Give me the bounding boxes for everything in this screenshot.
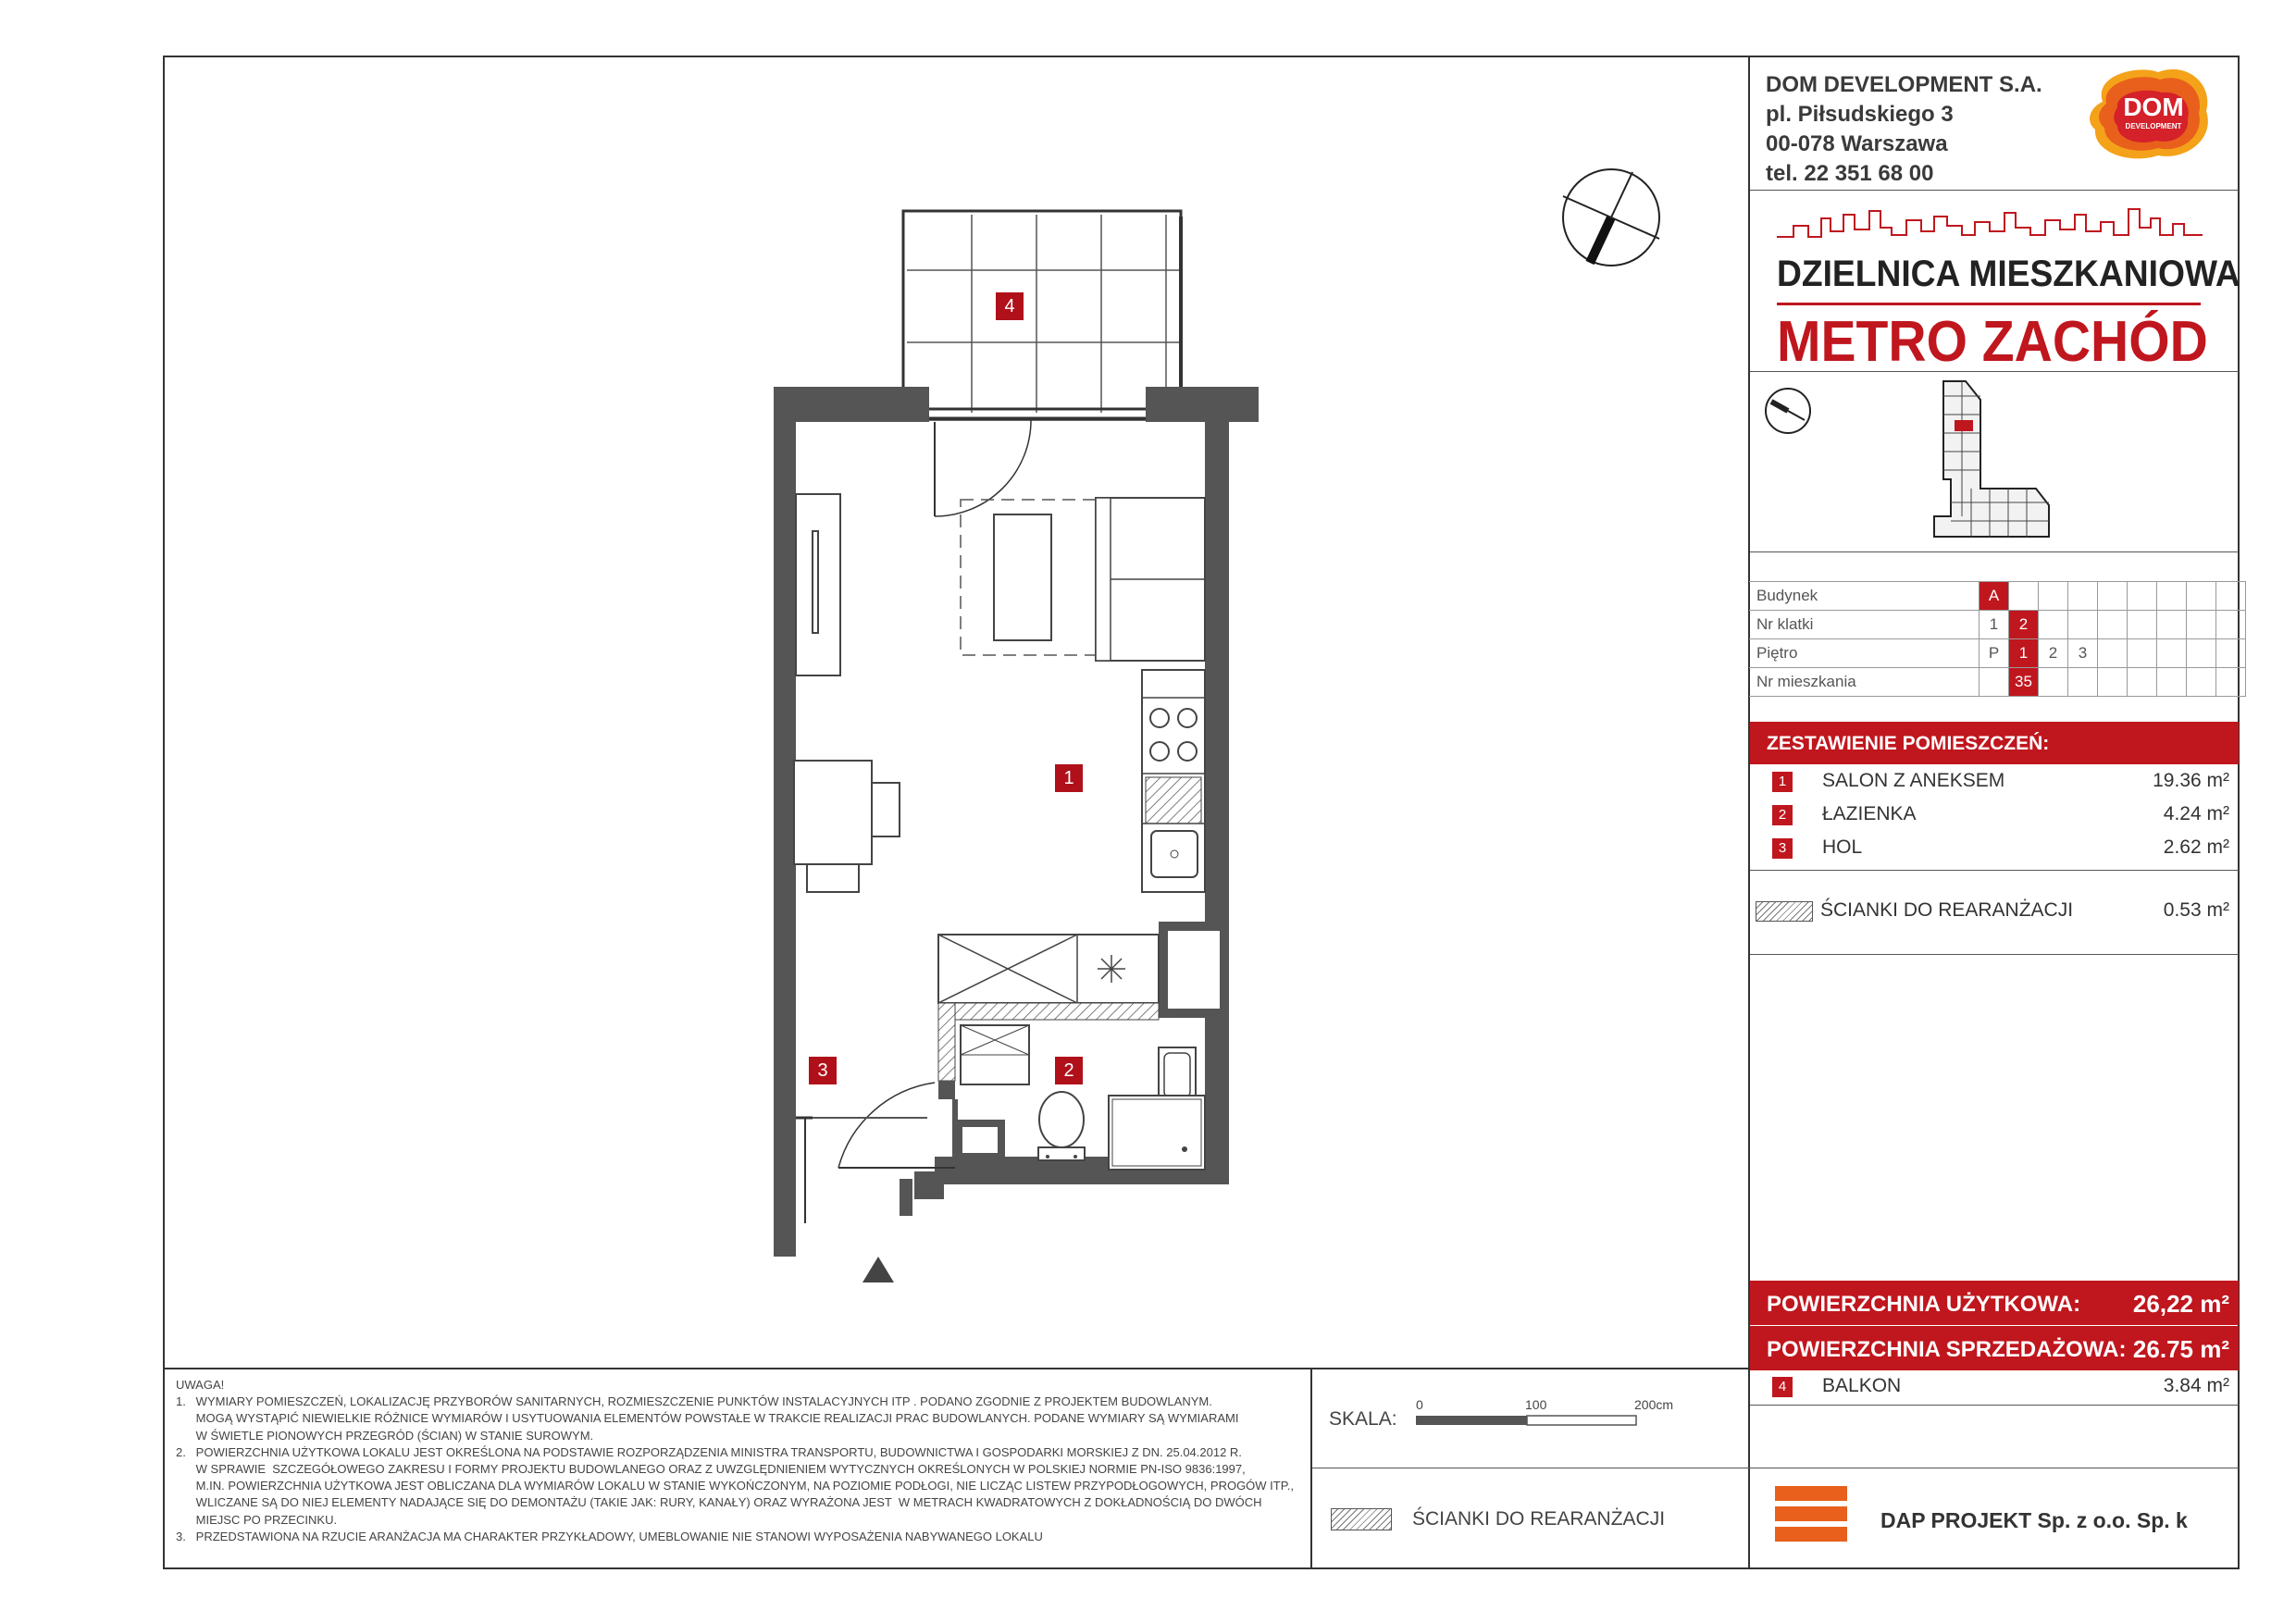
scale-tick-100: 100 [1525, 1397, 1547, 1412]
plan-label-balcony: 4 [996, 292, 1024, 320]
notes-block [176, 1377, 1296, 1545]
location-cell [2098, 668, 2128, 697]
notes-line: MOGĄ WYSTĄPIĆ NIEWIELKIE RÓŻNICE WYMIARÓW I USYTUOWANIA ELEMENTÓW POWSTAŁE W TRAKCIE REALIZACJI PRAC BUDOWLANYCH. PODANE WYMIARY SĄ WYMIARAMI [176, 1411, 1239, 1426]
rooms-header-text: ZESTAWIENIE POMIESZCZEŃ: [1767, 733, 2050, 754]
location-cell [2157, 611, 2187, 639]
room-number: 2 [1772, 805, 1793, 825]
balcony-area: 3.84 m² [2163, 1375, 2229, 1396]
sales-area-value: 26.75 m² [2132, 1335, 2229, 1363]
room-row [1750, 766, 2239, 799]
location-row-label: Budynek [1749, 582, 1980, 611]
room-area: 19.36 m² [2153, 770, 2229, 791]
notes-line: 2. POWIERZCHNIA UŻYTKOWA LOKALU JEST OKREŚLONA NA PODSTAWIE ROZPORZĄDZENIA MINISTRA TRANSPORTU, BUDOWNICTWA I GOSPODARKI MORSKIEJ Z DN. 25.04.2012 R. [176, 1444, 1242, 1459]
location-cell [2128, 611, 2157, 639]
location-cell [2128, 668, 2157, 697]
location-row-label: Nr klatki [1749, 611, 1980, 639]
location-cell [2128, 639, 2157, 668]
location-cell [2009, 582, 2039, 611]
dom-logo [2084, 65, 2214, 162]
location-row [1749, 639, 2246, 668]
location-cell [1980, 668, 2009, 697]
room-row [1750, 799, 2239, 833]
scale-tick-0: 0 [1416, 1397, 1423, 1412]
balcony-row [1750, 1371, 2239, 1405]
room-number: 3 [1772, 838, 1793, 859]
legend-hatch-swatch [1331, 1508, 1392, 1530]
divider [1750, 870, 2239, 871]
location-cell [2039, 668, 2068, 697]
room-name: ŁAZIENKA [1822, 803, 1917, 824]
location-cell [2098, 639, 2128, 668]
divider [1750, 954, 2239, 955]
scale-tick-200: 200cm [1634, 1397, 1674, 1412]
location-cell [2187, 611, 2216, 639]
company-phone: tel. 22 351 68 00 [1766, 161, 1934, 186]
location-cell [2216, 668, 2246, 697]
usable-area-bar [1750, 1281, 2239, 1325]
location-cell: 1 [2009, 639, 2039, 668]
location-cell [2157, 582, 2187, 611]
floor-plan [759, 194, 1259, 1291]
location-cell [2216, 582, 2246, 611]
location-table [1749, 581, 2246, 697]
divider [1750, 371, 2239, 372]
location-cell [2187, 668, 2216, 697]
legend-partition-label: ŚCIANKI DO REARANŻACJI [1412, 1508, 1666, 1530]
partition-name: ŚCIANKI DO REARANŻACJI [1820, 899, 2074, 921]
notes-line: 3. PRZEDSTAWIONA NA RZUCIE ARANŻACJA MA CHARAKTER PRZYKŁADOWY, UMEBLOWANIE NIE STANOWI WYPOSAŻENIA NABYWANEGO LOKALU [176, 1529, 1043, 1543]
location-row [1749, 611, 2246, 639]
location-cell: 2 [2039, 639, 2068, 668]
location-cell [2039, 582, 2068, 611]
location-cell [2187, 639, 2216, 668]
notes-line: WLICZANE SĄ DO NIEJ ELEMENTY NADAJĄCE SIĘ DO DEMONTAŻU (TAKIE JAK: RURY, KANAŁY) ORAZ WYRAŻONA JEST W METRACH KWADRATOWYCH Z DOKŁADNOŚCIĄ DO DWÓCH [176, 1495, 1262, 1510]
location-cell [2098, 611, 2128, 639]
location-cell: A [1980, 582, 2009, 611]
location-cell: 1 [1980, 611, 2009, 639]
divider [1750, 190, 2239, 191]
scale-bar [1416, 1414, 1638, 1433]
usable-area-value: 26,22 m² [2132, 1290, 2229, 1318]
sales-area-bar [1750, 1326, 2239, 1370]
location-cell [2128, 582, 2157, 611]
partition-area: 0.53 m² [2163, 899, 2229, 921]
skyline-graphic [1777, 204, 2203, 254]
divider [1750, 551, 2239, 552]
project-name-line2: METRO ZACHÓD [1777, 310, 2208, 374]
logo-subtext: DEVELOPMENT [2125, 122, 2182, 130]
location-cell [2216, 611, 2246, 639]
notes-line: 1. WYMIARY POMIESZCZEŃ, LOKALIZACJĘ PRZYBORÓW SANITARNYCH, ROZMIESZCZENIE PUNKTÓW INSTALACYJNYCH ITP . PODANO ZGODNIE Z PROJEKTEM BUDOWLANYM. [176, 1394, 1212, 1409]
location-cell: 3 [2068, 639, 2098, 668]
partition-row [1750, 896, 2239, 929]
location-cell: P [1980, 639, 2009, 668]
location-cell [2068, 668, 2098, 697]
north-arrow-small [1764, 387, 1812, 440]
project-name-line1: DZIELNICA MIESZKANIOWA [1777, 254, 2240, 294]
brand-divider [1777, 303, 2201, 305]
location-cell [2157, 668, 2187, 697]
location-cell [2039, 611, 2068, 639]
location-cell: 35 [2009, 668, 2039, 697]
room-row [1750, 833, 2239, 866]
plan-label-hall: 3 [809, 1057, 837, 1084]
company-address2: 00-078 Warszawa [1766, 131, 1948, 156]
balcony-number: 4 [1772, 1377, 1793, 1397]
notes-line: M.IN. POWIERZCHNIA UŻYTKOWA JEST OBLICZANA DLA WYMIARÓW LOKALU W STANIE WYKOŃCZONYM, NA POZIOMIE PODŁOGI, NIE LICZĄC LISTEW PRZYPODŁOGOWYCH, PROGÓW ITP., [176, 1479, 1294, 1493]
scale-label: SKALA: [1329, 1408, 1397, 1430]
logo-text: DOM [2123, 93, 2184, 121]
notes-line: W SPRAWIE SZCZEGÓŁOWEGO ZAKRESU I FORMY PROJEKTU BUDOWLANEGO ORAZ Z UWZGLĘDNIENIEM WYTYCZNYCH OKREŚLONYCH W POLSKIEJ NORMIE PN-ISO 9836:1997, [176, 1462, 1246, 1477]
divider [1750, 1405, 2239, 1406]
location-row [1749, 668, 2246, 697]
room-number: 1 [1772, 772, 1793, 792]
room-name: SALON Z ANEKSEM [1822, 770, 2005, 791]
north-arrow [1560, 167, 1662, 273]
footer-divider-v [1310, 1368, 1312, 1569]
location-row-label: Nr mieszkania [1749, 668, 1980, 697]
rooms-header [1750, 722, 2239, 764]
location-row [1749, 582, 2246, 611]
location-cell [2068, 611, 2098, 639]
notes-line: MIEJSC PO PRZECINKU. [176, 1512, 338, 1527]
location-cell [2098, 582, 2128, 611]
room-name: HOL [1822, 836, 1863, 858]
dap-logo [1775, 1486, 1847, 1542]
location-cell [2216, 639, 2246, 668]
plan-label-living: 1 [1055, 764, 1083, 792]
company-address1: pl. Piłsudskiego 3 [1766, 102, 1954, 127]
usable-area-label: POWIERZCHNIA UŻYTKOWA: [1767, 1292, 2081, 1317]
designer-name: DAP PROJEKT Sp. z o.o. Sp. k [1880, 1508, 2188, 1532]
notes-line: W ŚWIETLE PIONOWYCH PRZEGRÓD (ŚCIAN) W STANIE SUROWYM. [176, 1428, 594, 1443]
sales-area-label: POWIERZCHNIA SPRZEDAŻOWA: [1767, 1337, 2127, 1362]
building-key-plan [1925, 378, 2073, 549]
balcony-name: BALKON [1822, 1375, 1902, 1396]
room-area: 2.62 m² [2163, 836, 2229, 858]
hatch-swatch [1756, 901, 1813, 922]
footer-top-line [164, 1368, 1748, 1369]
location-row-label: Piętro [1749, 639, 1980, 668]
room-area: 4.24 m² [2163, 803, 2229, 824]
notes-title: UWAGA! [176, 1378, 225, 1392]
location-cell: 2 [2009, 611, 2039, 639]
company-info [1766, 70, 2042, 189]
plan-label-bathroom: 2 [1055, 1057, 1083, 1084]
company-name: DOM DEVELOPMENT S.A. [1766, 72, 2042, 97]
location-cell [2187, 582, 2216, 611]
location-cell [2068, 582, 2098, 611]
location-cell [2157, 639, 2187, 668]
